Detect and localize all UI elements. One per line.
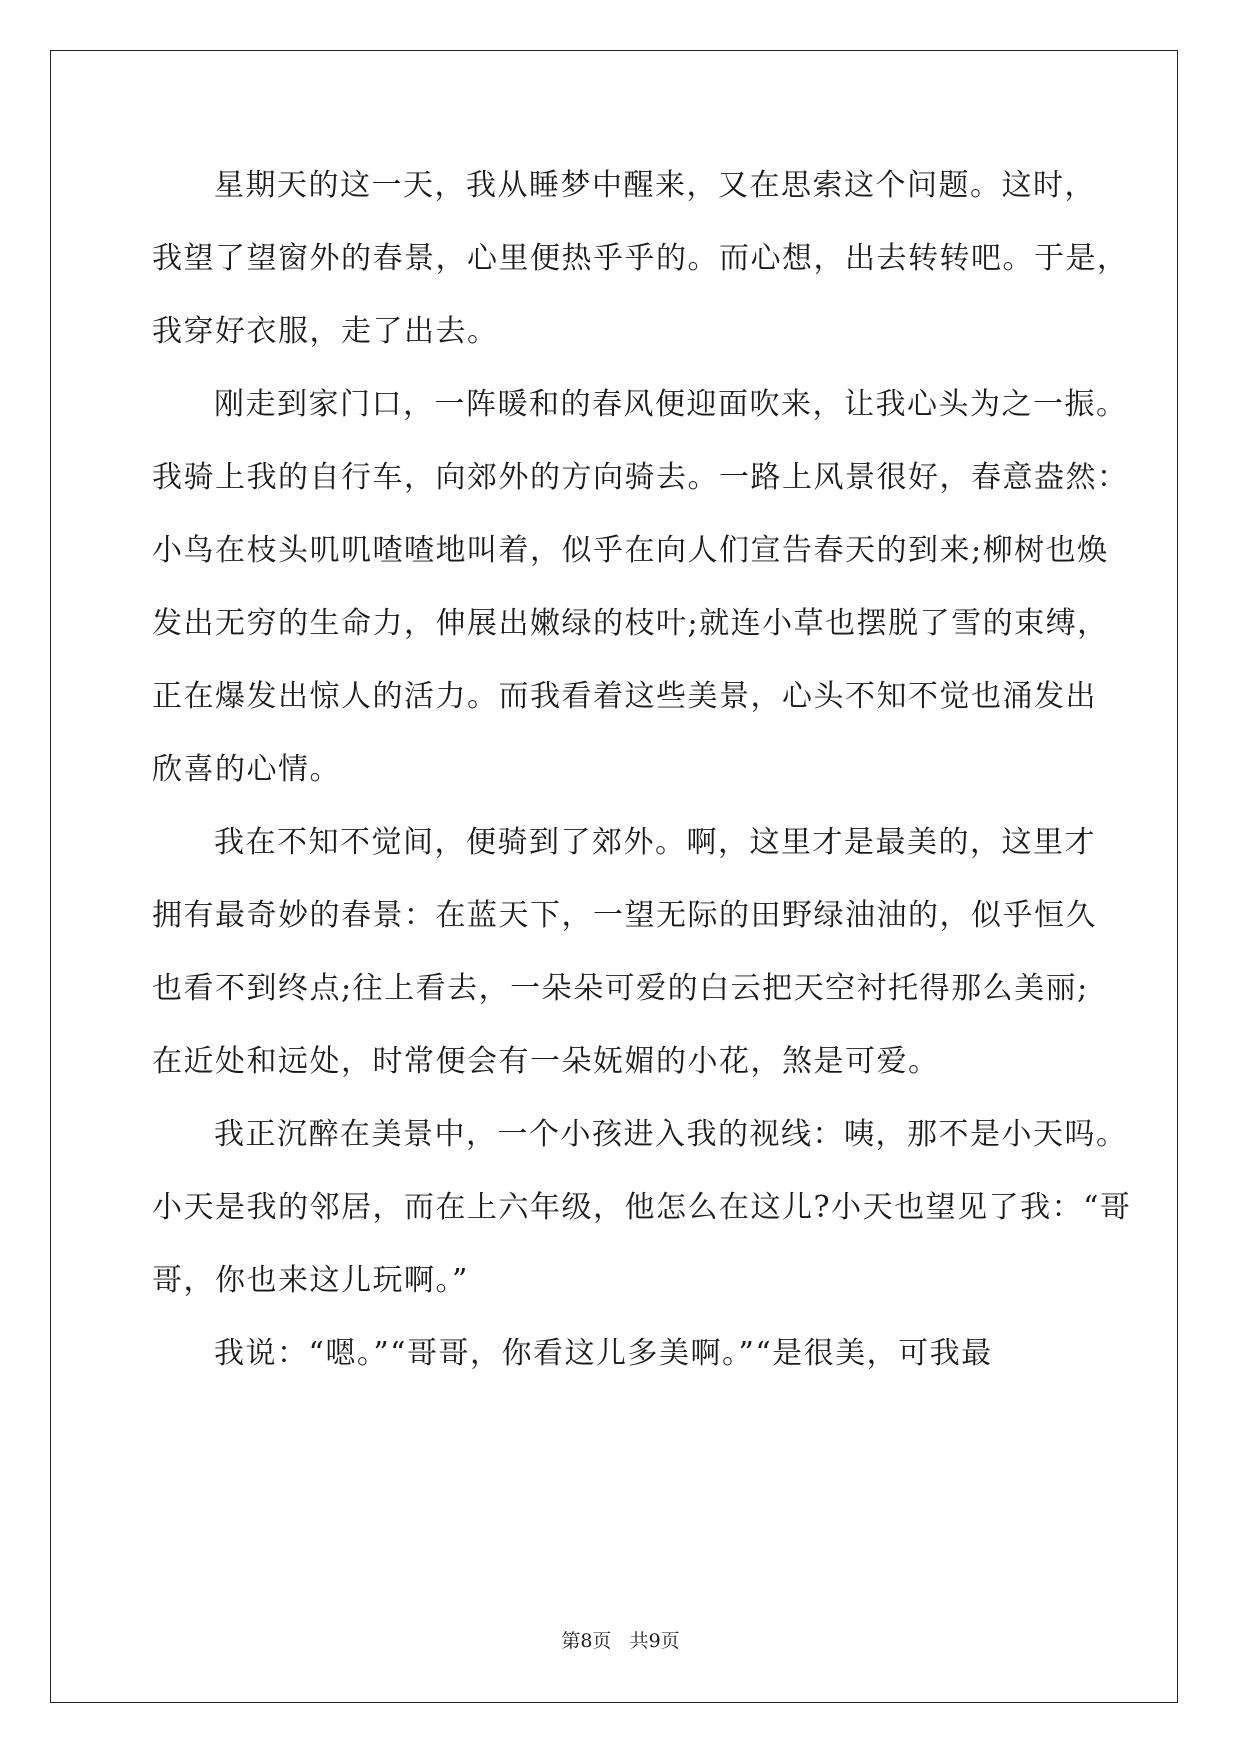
text-line: 我穿好衣服，走了出去。 — [152, 314, 499, 349]
text-line: 正在爆发出惊人的活力。而我看着这些美景，心头不知不觉也涌发出 — [152, 679, 1097, 714]
text-line: 我望了望窗外的春景，心里便热乎乎的。而心想，出去转转吧。于是， — [152, 241, 1129, 276]
text-line: 我说：“嗯。”“哥哥，你看这儿多美啊。”“是很美，可我最 — [214, 1336, 993, 1371]
paragraph-4 — [152, 1115, 1132, 1334]
paragraph-3 — [152, 823, 1097, 1115]
total-pages-label: 共9页 — [629, 1630, 680, 1652]
text-line: 刚走到家门口，一阵暖和的春风便迎面吹来，让我心头为之一振。 — [214, 387, 1128, 422]
text-line: 小鸟在枝头叽叽喳喳地叫着，似乎在向人们宣告春天的到来;柳树也焕 — [152, 533, 1109, 568]
document-body — [152, 166, 1132, 1407]
paragraph-1 — [152, 166, 1129, 385]
text-line: 发出无穷的生命力，伸展出嫩绿的枝叶;就连小草也摆脱了雪的束缚， — [152, 606, 1109, 641]
text-line: 也看不到终点;往上看去，一朵朵可爱的白云把天空衬托得那么美丽; — [152, 971, 1089, 1006]
paragraph-5 — [152, 1334, 1092, 1407]
text-line: 我在不知不觉间，便骑到了郊外。啊，这里才是最美的，这里才 — [214, 825, 1096, 860]
text-line: 在近处和远处，时常便会有一朵妩媚的小花，煞是可爱。 — [152, 1044, 940, 1079]
text-line: 星期天的这一天，我从睡梦中醒来，又在思索这个问题。这时， — [214, 168, 1096, 203]
paragraph-2 — [152, 385, 1129, 823]
text-line: 小天是我的邻居，而在上六年级，他怎么在这儿?小天也望见了我：“哥 — [152, 1190, 1132, 1225]
text-line: 我正沉醉在美景中，一个小孩进入我的视线：咦，那不是小天吗。 — [214, 1117, 1128, 1152]
current-page-label: 第8页 — [561, 1630, 612, 1652]
text-line: 我骑上我的自行车，向郊外的方向骑去。一路上风景很好，春意盎然： — [152, 460, 1129, 495]
text-line: 哥，你也来这儿玩啊。” — [152, 1263, 469, 1298]
text-line: 欣喜的心情。 — [152, 752, 341, 787]
text-line: 拥有最奇妙的春景：在蓝天下，一望无际的田野绿油油的，似乎恒久 — [152, 898, 1097, 933]
page-footer — [0, 1626, 1241, 1653]
